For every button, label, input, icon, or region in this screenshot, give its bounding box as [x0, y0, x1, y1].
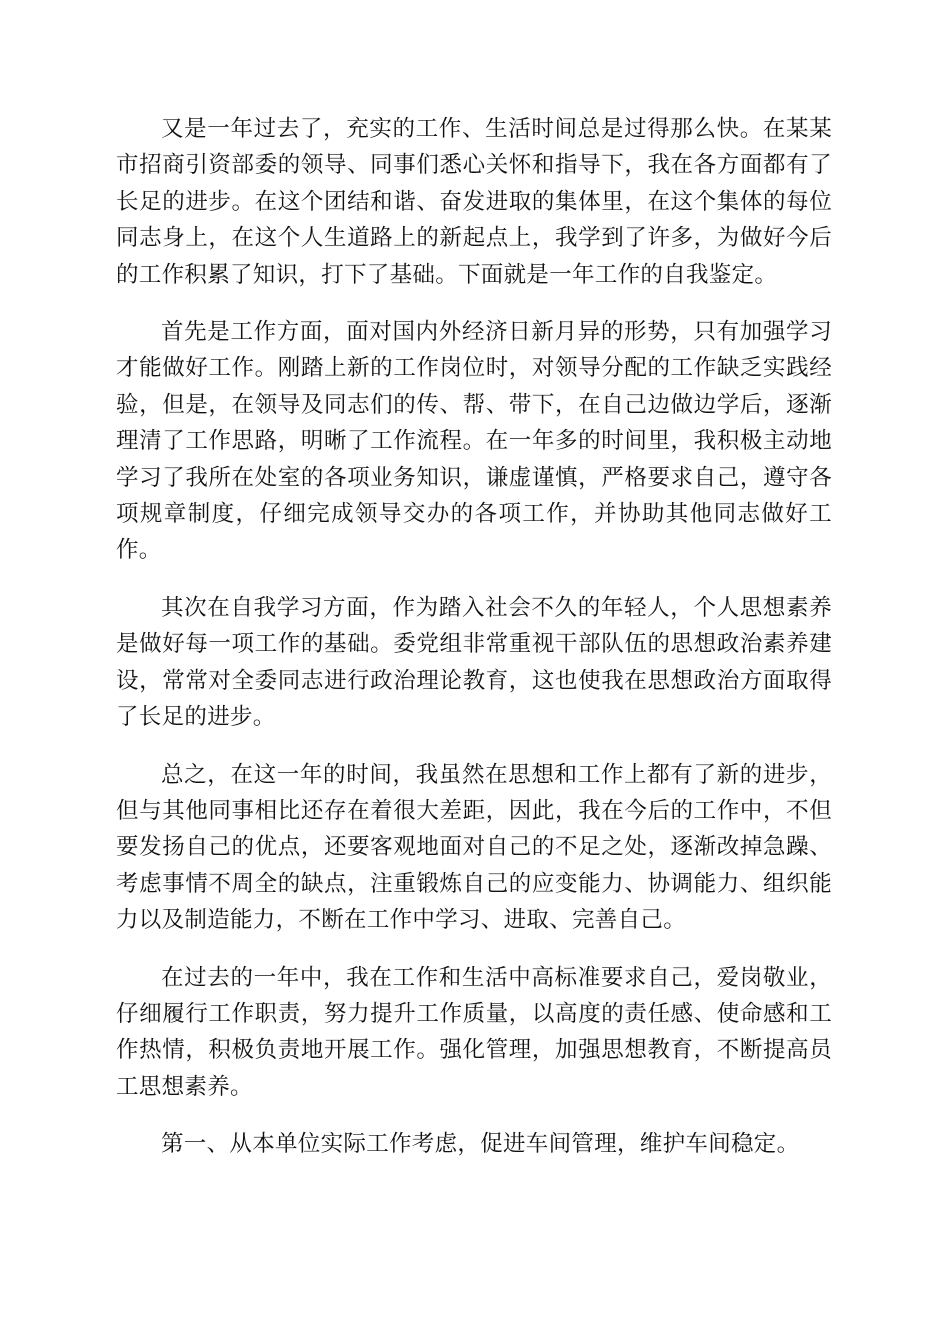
paragraph-3: 其次在自我学习方面，作为踏入社会不久的年轻人，个人思想素养是做好每一项工作的基础。委党组非常重视干部队伍的思想政治素养建设，常常对全委同志进行政治理论教育，这也使我在思想政治方面取得了长足的进步。 — [116, 594, 832, 731]
paragraph-1: 又是一年过去了，充实的工作、生活时间总是过得那么快。在某某市招商引资部委的领导、同事们悉心关怀和指导下，我在各方面都有了长足的进步。在这个团结和谐、奋发进取的集体里，在这个集体的每位同志身上，在这个人生道路上的新起点上，我学到了许多，为做好今后的工作积累了知识，打下了基础。下面就是一年工作的自我鉴定。 — [116, 116, 832, 288]
paragraph-4: 总之，在这一年的时间，我虽然在思想和工作上都有了新的进步，但与其他同事相比还存在着很大差距，因此，我在今后的工作中，不但要发扬自己的优点，还要客观地面对自己的不足之处，逐渐改掉急躁、考虑事情不周全的缺点，注重锻炼自己的应变能力、协调能力、组织能力以及制造能力，不断在工作中学习、进取、完善自己。 — [116, 761, 832, 934]
document-body — [116, 111, 832, 1184]
paragraph-6: 第一、从本单位实际工作考虑，促进车间管理，维护车间稳定。 — [161, 1131, 800, 1158]
paragraph-2: 首先是工作方面，面对国内外经济日新月异的形势，只有加强学习才能做好工作。刚踏上新的工作岗位时，对领导分配的工作缺乏实践经验，但是，在领导及同志们的传、帮、带下，在自己边做边学后，逐渐理清了工作思路，明晰了工作流程。在一年多的时间里，我积极主动地学习了我所在处室的各项业务知识，谦虚谨慎，严格要求自己，遵守各项规章制度，仔细完成领导交办的各项工作，并协助其他同志做好工作。 — [116, 319, 832, 564]
paragraph-5: 在过去的一年中，我在工作和生活中高标准要求自己，爱岗敬业，仔细履行工作职责，努力提升工作质量，以高度的责任感、使命感和工作热情，积极负责地开展工作。强化管理，加强思想教育，不断提高员工思想素养。 — [116, 964, 832, 1100]
